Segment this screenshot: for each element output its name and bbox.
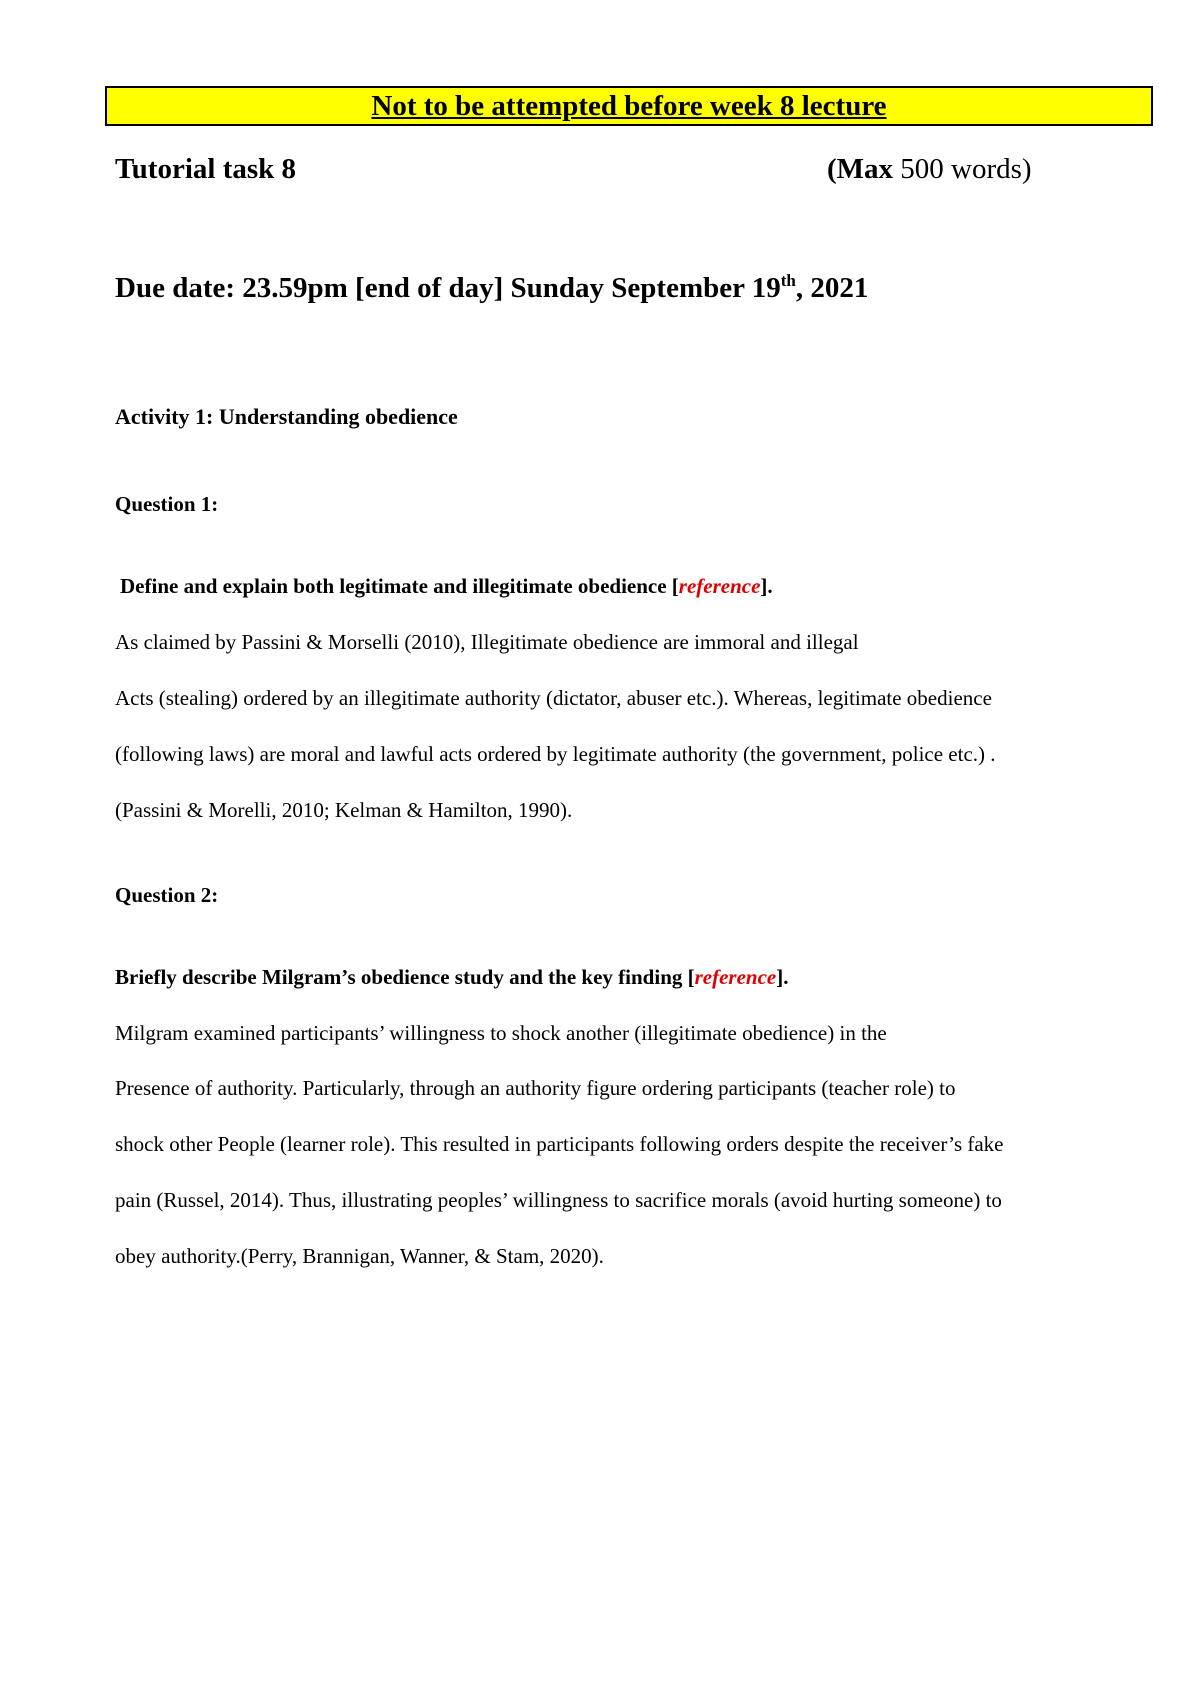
question-2-prompt-text: Briefly describe Milgram’s obedience study and the key finding [	[115, 965, 695, 989]
question-1-answer-line: (Passini & Morelli, 2010; Kelman & Hamilton, 1990).	[115, 798, 573, 822]
question-1-label: Question 1:	[115, 492, 219, 516]
question-2-answer-line: pain (Russel, 2014). Thus, illustrating peoples’ willingness to sacrifice morals (avoid hurting someone) to	[115, 1188, 1002, 1212]
word-limit-rest: 500 words)	[893, 153, 1032, 185]
warning-banner: Not to be attempted before week 8 lecture	[105, 86, 1153, 126]
question-1-reference: reference	[678, 574, 761, 598]
question-1-prompt	[120, 574, 773, 599]
due-date	[115, 272, 868, 305]
question-2-reference: reference	[694, 965, 777, 989]
due-date-suffix: th	[780, 271, 796, 290]
word-limit-prefix: (Max	[827, 153, 894, 185]
question-2-label: Question 2:	[115, 883, 219, 907]
activity-heading: Activity 1: Understanding obedience	[115, 404, 458, 429]
question-1-answer-line: (following laws) are moral and lawful acts ordered by legitimate authority (the government, police etc.) .	[115, 742, 996, 766]
question-1-answer-line: Acts (stealing) ordered by an illegitimate authority (dictator, abuser etc.). Whereas, legitimate obedience	[115, 686, 992, 710]
due-date-year: , 2021	[795, 272, 869, 304]
question-2-prompt	[115, 965, 789, 990]
task-title: Tutorial task 8	[115, 153, 297, 185]
question-2-answer-line: obey authority.(Perry, Brannigan, Wanner, & Stam, 2020).	[115, 1244, 604, 1268]
question-2-answer-line: Presence of authority. Particularly, through an authority figure ordering participants (teacher role) to	[115, 1076, 956, 1100]
word-limit	[827, 153, 1032, 186]
question-1-prompt-end: ].	[760, 574, 773, 598]
question-1-answer-line: As claimed by Passini & Morselli (2010), Illegitimate obedience are immoral and illegal	[115, 630, 859, 654]
question-2-prompt-end: ].	[776, 965, 789, 989]
question-2-answer-line: shock other People (learner role). This resulted in participants following orders despite the receiver’s fake	[115, 1132, 1004, 1156]
question-1-prompt-text: Define and explain both legitimate and illegitimate obedience [	[120, 574, 679, 598]
question-2-answer-line: Milgram examined participants’ willingness to shock another (illegitimate obedience) in the	[115, 1021, 887, 1045]
due-date-main: Due date: 23.59pm [end of day] Sunday September 19	[115, 272, 781, 304]
